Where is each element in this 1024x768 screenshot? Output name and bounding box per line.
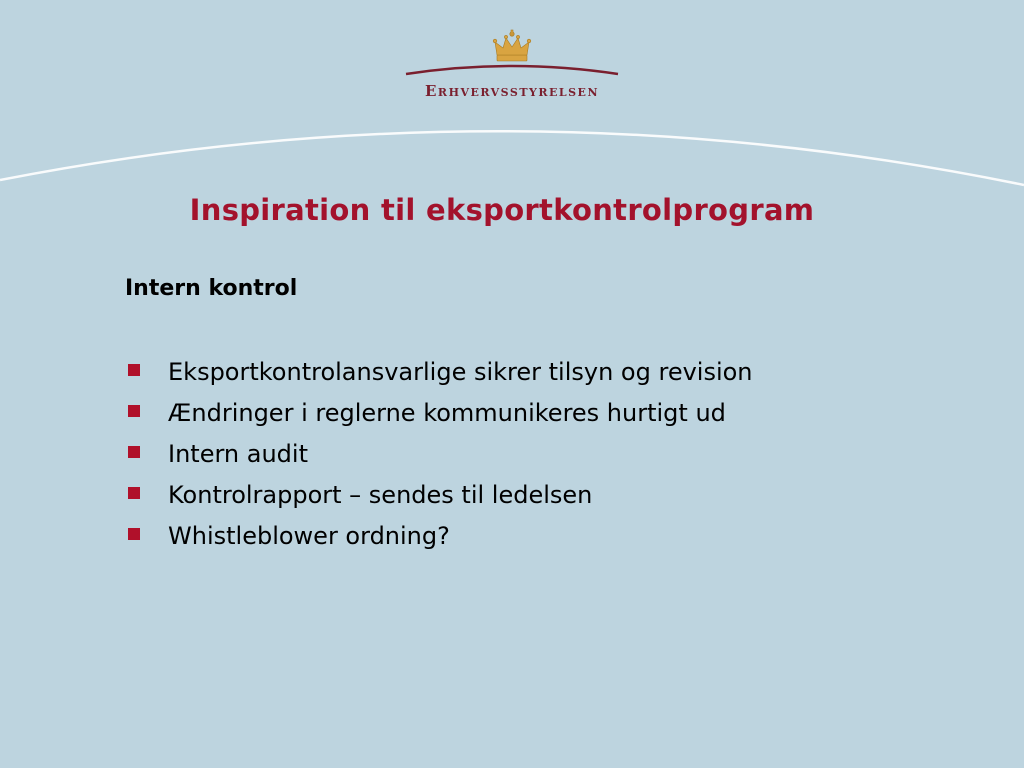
logo-wordmark: Erhvervsstyrelsen — [425, 82, 599, 100]
square-bullet-icon — [128, 487, 140, 499]
crown-icon — [400, 28, 624, 82]
square-bullet-icon — [128, 528, 140, 540]
bullet-item — [125, 354, 753, 395]
slide-subheading: Intern kontrol — [125, 276, 298, 301]
bullet-text: Eksportkontrolansvarlige sikrer tilsyn og revision — [168, 358, 753, 386]
bullet-item — [125, 436, 753, 477]
slide-title: Inspiration til eksportkontrolprogram — [189, 193, 815, 227]
square-bullet-icon — [128, 364, 140, 376]
bullet-item — [125, 518, 753, 559]
bullet-text: Ændringer i reglerne kommunikeres hurtigt ud — [168, 399, 726, 427]
square-bullet-icon — [128, 405, 140, 417]
bullet-list — [125, 354, 753, 559]
logo — [400, 28, 624, 108]
bullet-item — [125, 477, 753, 518]
bullet-text: Intern audit — [168, 440, 308, 468]
bullet-item — [125, 395, 753, 436]
bullet-text: Whistleblower ordning? — [168, 522, 450, 550]
square-bullet-icon — [128, 446, 140, 458]
bullet-text: Kontrolrapport – sendes til ledelsen — [168, 481, 593, 509]
